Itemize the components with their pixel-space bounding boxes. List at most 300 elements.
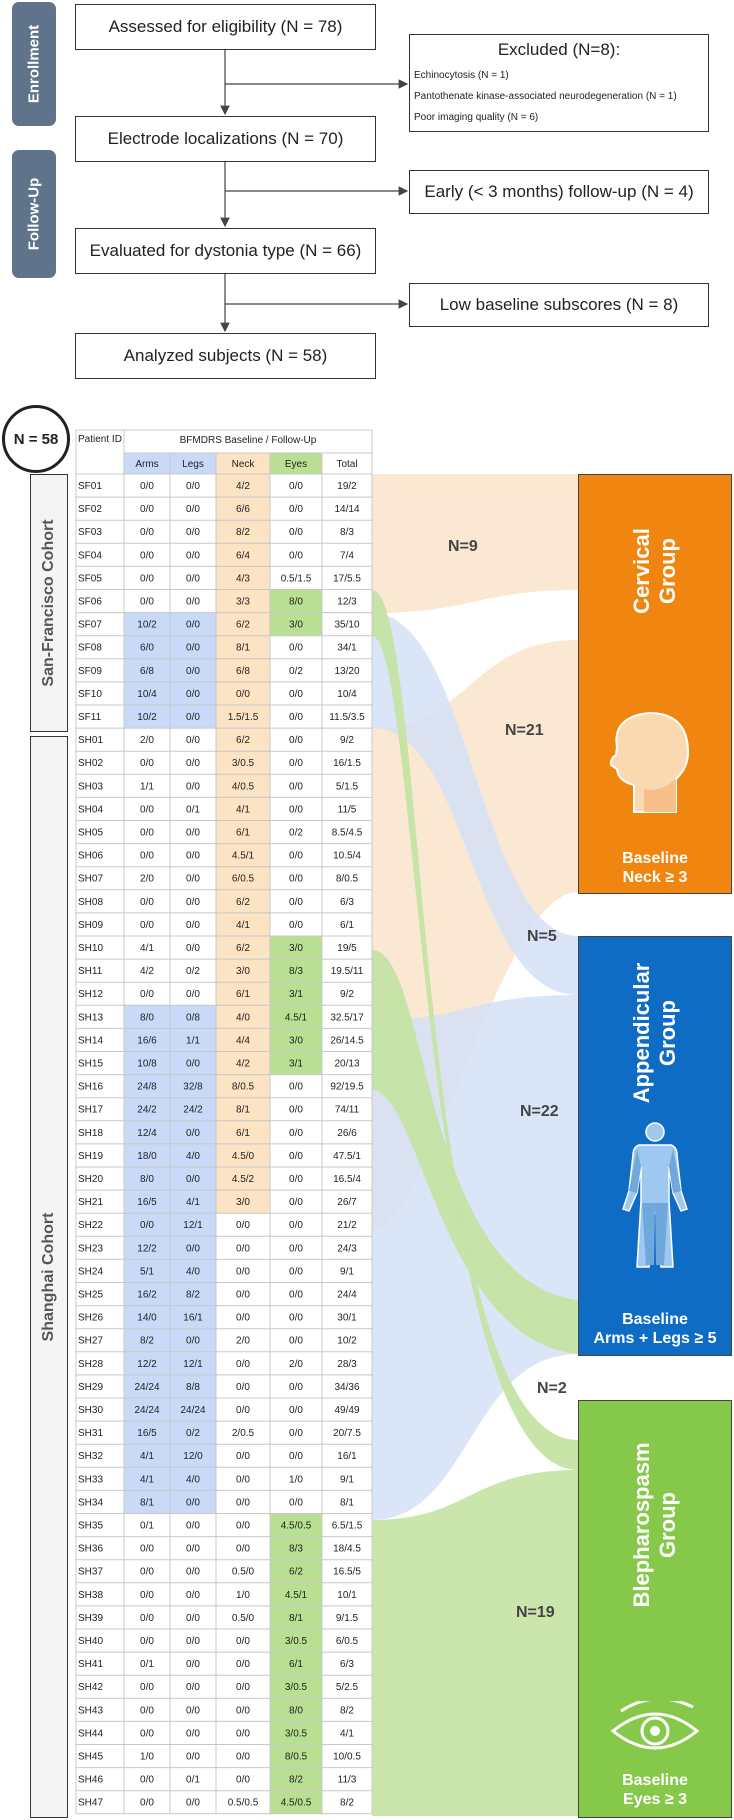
score-cell: 0/0 (186, 1612, 200, 1624)
patient-id-cell: SH41 (78, 1659, 104, 1671)
score-cell: 8/0.5 (284, 1751, 308, 1763)
patient-id-cell: SH23 (78, 1243, 104, 1255)
score-cell: 12/1 (183, 1358, 203, 1370)
score-cell: 0/0 (140, 1543, 154, 1555)
score-cell: 0/0 (140, 919, 154, 931)
patient-id-cell: SH35 (78, 1520, 104, 1532)
score-cell: 0/0 (186, 735, 200, 747)
score-cell: 12/4 (137, 1127, 157, 1139)
score-cell: 0/2 (289, 827, 303, 839)
score-cell: 6/1 (236, 827, 250, 839)
score-cell: 4.5/0.5 (280, 1520, 312, 1532)
score-cell: 12/1 (183, 1220, 203, 1232)
score-cell: 16/2 (137, 1289, 157, 1301)
score-cell: 0/0 (236, 1705, 250, 1717)
patient-id-cell: SH10 (78, 943, 104, 954)
assessed-box: Assessed for eligibility (N = 78) (75, 4, 376, 50)
score-cell: 0/0 (289, 873, 303, 885)
score-cell: 12/2 (137, 1358, 157, 1370)
score-cell: 4/1 (340, 1728, 354, 1740)
score-cell: 0/0 (289, 642, 303, 654)
score-cell: 30/1 (337, 1312, 357, 1324)
score-cell: 6/8 (140, 665, 154, 677)
patient-id-cell: SH43 (78, 1705, 104, 1717)
score-cell: 0/0 (236, 1520, 250, 1532)
score-cell: 0/0 (186, 989, 200, 1001)
score-cell: 4.5/1 (284, 1012, 308, 1024)
score-cell: 19.5/11 (330, 966, 364, 978)
blepharospasm-group-box (578, 1400, 732, 1818)
score-cell: 0/0 (140, 504, 154, 516)
score-cell: 11/5 (337, 804, 357, 816)
score-cell: 4/1 (236, 804, 250, 816)
score-cell: 20/13 (334, 1058, 360, 1070)
score-cell: 12/2 (137, 1243, 157, 1255)
score-cell: 0/0 (289, 688, 303, 700)
score-cell: 0/0 (186, 827, 200, 839)
patient-id-cell: SH38 (78, 1589, 104, 1601)
excluded-item: Pantothenate kinase-associated neurodegeneration (N = 1) (414, 91, 677, 102)
score-cell: 0/0 (289, 850, 303, 862)
score-cell: 0.5/0.5 (227, 1797, 259, 1809)
score-cell: 0/0 (236, 1774, 250, 1786)
score-cell: 10/2 (137, 712, 157, 723)
score-cell: 0/0 (289, 735, 303, 747)
score-cell: 16/1.5 (333, 758, 361, 770)
score-cell: 13/20 (334, 665, 360, 677)
cervical-group-box (578, 474, 732, 894)
patient-id-cell: SH26 (78, 1312, 104, 1324)
patient-id-cell: SH34 (78, 1497, 104, 1509)
score-cell: 8/3 (340, 527, 354, 539)
score-cell: 8/2 (340, 1797, 354, 1809)
score-cell: 0/0 (289, 1127, 303, 1139)
score-cell: 0/0 (186, 1127, 200, 1139)
score-cell: 6/0 (140, 642, 154, 654)
patient-id-cell: SH19 (78, 1150, 104, 1162)
patient-id-cell: SH04 (78, 804, 104, 816)
score-cell: 3/0.5 (284, 1682, 308, 1694)
patient-id-cell: SF04 (78, 550, 102, 562)
score-cell: 0/1 (140, 1659, 154, 1671)
score-cell: 0/0 (289, 1289, 303, 1301)
score-cell: 4/1 (140, 1451, 154, 1463)
score-cell: 0/0 (140, 550, 154, 562)
score-cell: 6/3 (340, 896, 354, 908)
score-cell: 10/1 (337, 1589, 357, 1601)
patient-id-cell: SH20 (78, 1174, 104, 1185)
score-cell: 0/0 (289, 1335, 303, 1347)
cervical-baseline-label: Baseline Neck ≥ 3 (622, 850, 688, 886)
patient-id-cell: SH22 (78, 1220, 104, 1232)
score-cell: 9/2 (340, 735, 354, 747)
score-cell: 0/0 (289, 1405, 303, 1416)
score-cell: 12/3 (337, 596, 357, 608)
score-cell: 4/0 (186, 1266, 200, 1278)
score-cell: 0/0 (140, 527, 154, 539)
patient-id-cell: SH28 (78, 1358, 104, 1370)
score-cell: 0/0 (186, 481, 200, 492)
score-cell: 32/8 (183, 1081, 203, 1093)
score-cell: 8/2 (186, 1289, 200, 1301)
early-followup-box: Early (< 3 months) follow-up (N = 4) (409, 170, 709, 214)
score-cell: 0/0 (186, 527, 200, 539)
score-cell: 0/0 (236, 1243, 250, 1255)
score-cell: 20/7.5 (333, 1428, 361, 1440)
score-cell: 47.5/1 (333, 1150, 361, 1162)
patient-id-cell: SH13 (78, 1012, 104, 1024)
score-cell: 9/1.5 (335, 1612, 359, 1624)
appendicular-group-box (578, 936, 732, 1356)
score-cell: 0/0 (236, 1636, 250, 1647)
score-cell: 0/0 (236, 1682, 250, 1694)
score-cell: 3/0 (289, 619, 303, 631)
score-cell: 3/1 (289, 1058, 303, 1070)
score-cell: 4/0 (186, 1150, 200, 1162)
body-figure-icon (615, 1121, 695, 1271)
score-cell: 0/0 (236, 688, 250, 700)
score-cell: 0/8 (186, 1012, 200, 1024)
score-cell: 0/0 (289, 781, 303, 793)
score-cell: 2/0 (289, 1358, 303, 1370)
score-cell: 34/1 (337, 642, 357, 654)
score-cell: 8.5/4.5 (331, 827, 363, 839)
score-cell: 0/0 (289, 1451, 303, 1463)
score-cell: 0/0 (140, 1705, 154, 1717)
score-cell: 4/1 (140, 943, 154, 954)
score-cell: 6/2 (236, 896, 250, 908)
score-cell: 8/1 (236, 1104, 250, 1116)
patient-id-cell: SF06 (78, 596, 102, 608)
score-cell: 0/0 (140, 827, 154, 839)
score-cell: 0/0 (236, 1289, 250, 1301)
score-cell: 0/0 (186, 943, 200, 954)
score-cell: 0/1 (140, 1520, 154, 1532)
score-cell: 0/0 (236, 1358, 250, 1370)
score-cell: 0/0 (236, 1405, 250, 1416)
score-cell: 6/0.5 (231, 873, 255, 885)
score-cell: 4/2 (236, 1058, 250, 1070)
score-cell: 0/2 (186, 1428, 200, 1440)
score-cell: 6/4 (236, 550, 250, 562)
score-cell: 24/2 (137, 1104, 157, 1116)
score-cell: 0/0 (289, 1197, 303, 1209)
score-cell: 26/7 (337, 1197, 357, 1209)
score-cell: 0/0 (186, 1797, 200, 1809)
score-cell: 6/8 (236, 665, 250, 677)
score-cell: 0/0 (186, 1543, 200, 1555)
patient-id-cell: SH01 (78, 735, 104, 747)
score-cell: 4.5/0.5 (280, 1797, 312, 1809)
score-cell: 0/0 (289, 1220, 303, 1232)
score-cell: 8/0.5 (231, 1081, 255, 1093)
patient-id-cell: SH16 (78, 1081, 104, 1093)
score-cell: 3/0.5 (231, 758, 255, 770)
score-cell: 3/0.5 (284, 1636, 308, 1647)
patient-id-cell: SH21 (78, 1197, 104, 1209)
follow-up-phase-label: Follow-Up (12, 150, 56, 278)
score-cell: 6/2 (236, 943, 250, 954)
score-cell: 0/0 (236, 1451, 250, 1463)
total-subjects-badge: N = 58 (2, 405, 70, 473)
score-cell: 0/1 (186, 804, 200, 816)
score-cell: 8/0 (289, 1705, 303, 1717)
score-cell: 8/0 (140, 1012, 154, 1024)
score-cell: 0/0 (140, 1612, 154, 1624)
score-cell: 0/0 (186, 1566, 200, 1578)
shanghai-cohort-label: Shanghai Cohort (30, 736, 68, 1818)
score-cell: 8/1 (140, 1497, 154, 1509)
score-cell: 11.5/3.5 (329, 712, 365, 723)
score-cell: 4/0 (236, 1012, 250, 1024)
score-cell: 11/3 (337, 1774, 357, 1786)
score-cell: 24/4 (337, 1289, 357, 1301)
score-cell: 6/0.5 (335, 1636, 359, 1647)
score-cell: 0.5/0 (231, 1566, 255, 1578)
score-cell: 8/2 (236, 527, 250, 539)
score-cell: 4.5/2 (231, 1174, 255, 1185)
score-cell: 8/1 (340, 1497, 354, 1509)
score-cell: 24/2 (183, 1104, 203, 1116)
score-cell: 0/0 (186, 573, 200, 585)
excluded-item: Echinocytosis (N = 1) (414, 70, 509, 81)
low-baseline-box: Low baseline subscores (N = 8) (409, 283, 709, 327)
score-cell: 0/0 (236, 1751, 250, 1763)
flow-count-label: N=21 (505, 722, 544, 739)
score-cell: 0/0 (186, 596, 200, 608)
score-cell: 16/5 (137, 1428, 157, 1440)
score-cell: 24/24 (134, 1381, 160, 1393)
score-cell: 8/8 (186, 1381, 200, 1393)
score-cell: 0/2 (186, 966, 200, 978)
appendicular-group-title: Appendicular Group (629, 962, 680, 1104)
excluded-item: Poor imaging quality (N = 6) (414, 112, 539, 123)
score-cell: 0/0 (236, 1728, 250, 1740)
score-cell: 0/0 (186, 504, 200, 516)
score-cell: 16.5/5 (333, 1566, 361, 1578)
score-cell: 3/3 (236, 596, 250, 608)
score-cell: 0/0 (236, 1543, 250, 1555)
patient-id-cell: SH40 (78, 1636, 104, 1647)
score-cell: 3/0.5 (284, 1728, 308, 1740)
score-cell: 0/0 (140, 850, 154, 862)
score-cell: 10/2 (337, 1335, 357, 1347)
score-cell: 0/0 (289, 1150, 303, 1162)
score-cell: 18/0 (137, 1150, 157, 1162)
flow-count-label: N=19 (516, 1604, 555, 1621)
score-cell: 10/4 (337, 688, 357, 700)
patient-id-cell: SH46 (78, 1774, 104, 1786)
score-cell: 0/0 (186, 1728, 200, 1740)
score-cell: 9/1 (340, 1474, 354, 1486)
score-cell: 0/0 (289, 1312, 303, 1324)
score-cell: 6/3 (340, 1659, 354, 1671)
score-cell: 0/1 (186, 1774, 200, 1786)
score-cell: 8/3 (289, 966, 303, 978)
score-cell: 12/0 (183, 1451, 203, 1463)
score-cell: 0/0 (140, 481, 154, 492)
score-cell: 0/0 (140, 1682, 154, 1694)
score-cell: 35/10 (334, 619, 360, 631)
patient-id-cell: SH03 (78, 781, 104, 793)
score-cell: 6/2 (236, 619, 250, 631)
score-cell: 3/1 (289, 989, 303, 1001)
score-cell: 32.5/17 (330, 1012, 364, 1024)
score-cell: 0/0 (186, 1058, 200, 1070)
score-cell: 0/0 (140, 596, 154, 608)
patient-id-cell: SH30 (78, 1405, 104, 1416)
score-cell: 8/0 (140, 1174, 154, 1185)
score-cell: 16/1 (337, 1451, 357, 1463)
score-cell: 0/0 (289, 896, 303, 908)
score-cell: 10.5/4 (333, 850, 361, 862)
score-cell: 0/0 (186, 1682, 200, 1694)
score-cell: 28/3 (337, 1358, 357, 1370)
score-cell: 10/4 (137, 688, 157, 700)
score-cell: 2/0.5 (231, 1428, 255, 1440)
evaluated-box: Evaluated for dystonia type (N = 66) (75, 228, 376, 274)
appendicular-baseline-label: Baseline Arms + Legs ≥ 5 (593, 1311, 717, 1347)
patient-id-cell: SH06 (78, 850, 104, 862)
score-cell: 18/4.5 (333, 1543, 361, 1555)
patient-id-cell: SH09 (78, 919, 104, 931)
patient-id-cell: SH31 (78, 1428, 104, 1440)
score-cell: 10/0.5 (333, 1751, 361, 1763)
score-cell: 8/2 (340, 1705, 354, 1717)
score-cell: 4/1 (186, 1197, 200, 1209)
score-cell: 4/4 (236, 1035, 250, 1047)
score-cell: 0/0 (186, 1174, 200, 1185)
score-cell: 0/0 (140, 804, 154, 816)
score-cell: 24/24 (180, 1405, 206, 1416)
score-cell: 16.5/4 (333, 1174, 361, 1185)
patient-id-cell: SH47 (78, 1797, 104, 1809)
score-cell: 8/0.5 (335, 873, 359, 885)
score-cell: 0/0 (140, 1728, 154, 1740)
score-cell: 0/0 (236, 1312, 250, 1324)
patient-id-cell: SH05 (78, 827, 104, 839)
patient-id-cell: SH12 (78, 989, 104, 1001)
score-cell: 1.5/1.5 (227, 712, 259, 723)
score-cell: 8/1 (236, 642, 250, 654)
blepharospasm-group-title: Blepharospasm Group (629, 1442, 680, 1608)
score-cell: 0/0 (140, 1220, 154, 1232)
score-cell: 0/0 (186, 642, 200, 654)
score-cell: 4/2 (140, 966, 154, 978)
score-cell: 0/0 (186, 1497, 200, 1509)
score-cell: 9/2 (340, 989, 354, 1001)
electrode-box: Electrode localizations (N = 70) (75, 116, 376, 162)
score-cell: 0/0 (289, 1497, 303, 1509)
score-cell: 1/1 (186, 1035, 200, 1047)
score-cell: 74/11 (334, 1104, 360, 1116)
score-cell: 16/6 (137, 1035, 157, 1047)
score-cell: 0/0 (186, 781, 200, 793)
score-cell: 4/3 (236, 573, 250, 585)
patient-id-cell: SF08 (78, 642, 102, 654)
flow-count-label: N=5 (527, 928, 557, 945)
score-cell: 0/0 (140, 896, 154, 908)
patient-id-cell: SF03 (78, 527, 102, 539)
score-cell: 0/0 (186, 1243, 200, 1255)
score-cell: 4.5/0 (231, 1150, 255, 1162)
score-cell: 4/1 (236, 919, 250, 931)
score-cell: 0/0 (186, 896, 200, 908)
score-cell: 49/49 (334, 1405, 360, 1416)
score-cell: 0/0 (186, 665, 200, 677)
score-cell: 0/0 (289, 527, 303, 539)
score-cell: 0/0 (186, 873, 200, 885)
score-cell: 8/1 (289, 1612, 303, 1624)
score-cell: 1/1 (140, 781, 154, 793)
score-cell: 10/8 (137, 1058, 157, 1070)
score-cell: 2/0 (140, 873, 154, 885)
score-cell: 4.5/1 (231, 850, 255, 862)
patient-id-cell: SF07 (78, 619, 102, 631)
score-cell: 17/5.5 (333, 573, 361, 585)
score-cell: 0/0 (289, 712, 303, 723)
score-cell: 6/1 (289, 1659, 303, 1671)
score-cell: 0/0 (236, 1381, 250, 1393)
score-cell: 0/0 (236, 1659, 250, 1671)
score-cell: 8/0 (289, 596, 303, 608)
patient-id-cell: SH36 (78, 1543, 104, 1555)
score-cell: 0/0 (289, 804, 303, 816)
score-cell: 0/0 (289, 1243, 303, 1255)
score-cell: 24/24 (134, 1405, 160, 1416)
score-cell: 6/1 (236, 1127, 250, 1139)
score-cell: 0/0 (289, 919, 303, 931)
score-cell: 0/0 (186, 550, 200, 562)
score-cell: 4/2 (236, 481, 250, 492)
score-cell: 0/0 (186, 850, 200, 862)
patient-id-cell: SH11 (78, 966, 103, 978)
analyzed-box: Analyzed subjects (N = 58) (75, 333, 376, 379)
score-cell: 14/0 (137, 1312, 157, 1324)
score-cell: 0/0 (289, 550, 303, 562)
score-cell: 0/0 (186, 758, 200, 770)
score-cell: 2/0 (140, 735, 154, 747)
patient-id-cell: SH24 (78, 1266, 104, 1278)
flow-count-label: N=22 (520, 1103, 559, 1120)
score-cell: 6/1 (340, 919, 354, 931)
column-header-text: Arms (135, 459, 159, 470)
patient-id-cell: SH32 (78, 1451, 104, 1463)
score-cell: 0/0 (140, 1797, 154, 1809)
patient-id-cell: SH29 (78, 1381, 104, 1393)
score-cell: 6/2 (236, 735, 250, 747)
patient-id-cell: SH14 (78, 1035, 104, 1047)
score-cell: 0/0 (186, 1335, 200, 1347)
score-cell: 0/2 (289, 665, 303, 677)
patient-id-cell: SH07 (78, 873, 104, 885)
score-cell: 16/1 (183, 1312, 203, 1324)
score-cell: 34/36 (334, 1381, 360, 1393)
score-cell: 8/2 (140, 1335, 154, 1347)
score-cell: 0/0 (140, 1566, 154, 1578)
flow-count-label: N=9 (448, 538, 478, 555)
score-cell: 0/0 (140, 989, 154, 1001)
score-cell: 0/0 (140, 1589, 154, 1601)
score-cell: 4/1 (140, 1474, 154, 1486)
patient-id-cell: SF02 (78, 504, 102, 516)
patient-id-cell: SH39 (78, 1612, 104, 1624)
score-cell: 5/2.5 (335, 1682, 359, 1694)
score-cell: 4.5/1 (284, 1589, 308, 1601)
score-cell: 4/0.5 (231, 781, 255, 793)
patient-id-cell: SF10 (78, 688, 102, 700)
score-cell: 0/0 (140, 758, 154, 770)
